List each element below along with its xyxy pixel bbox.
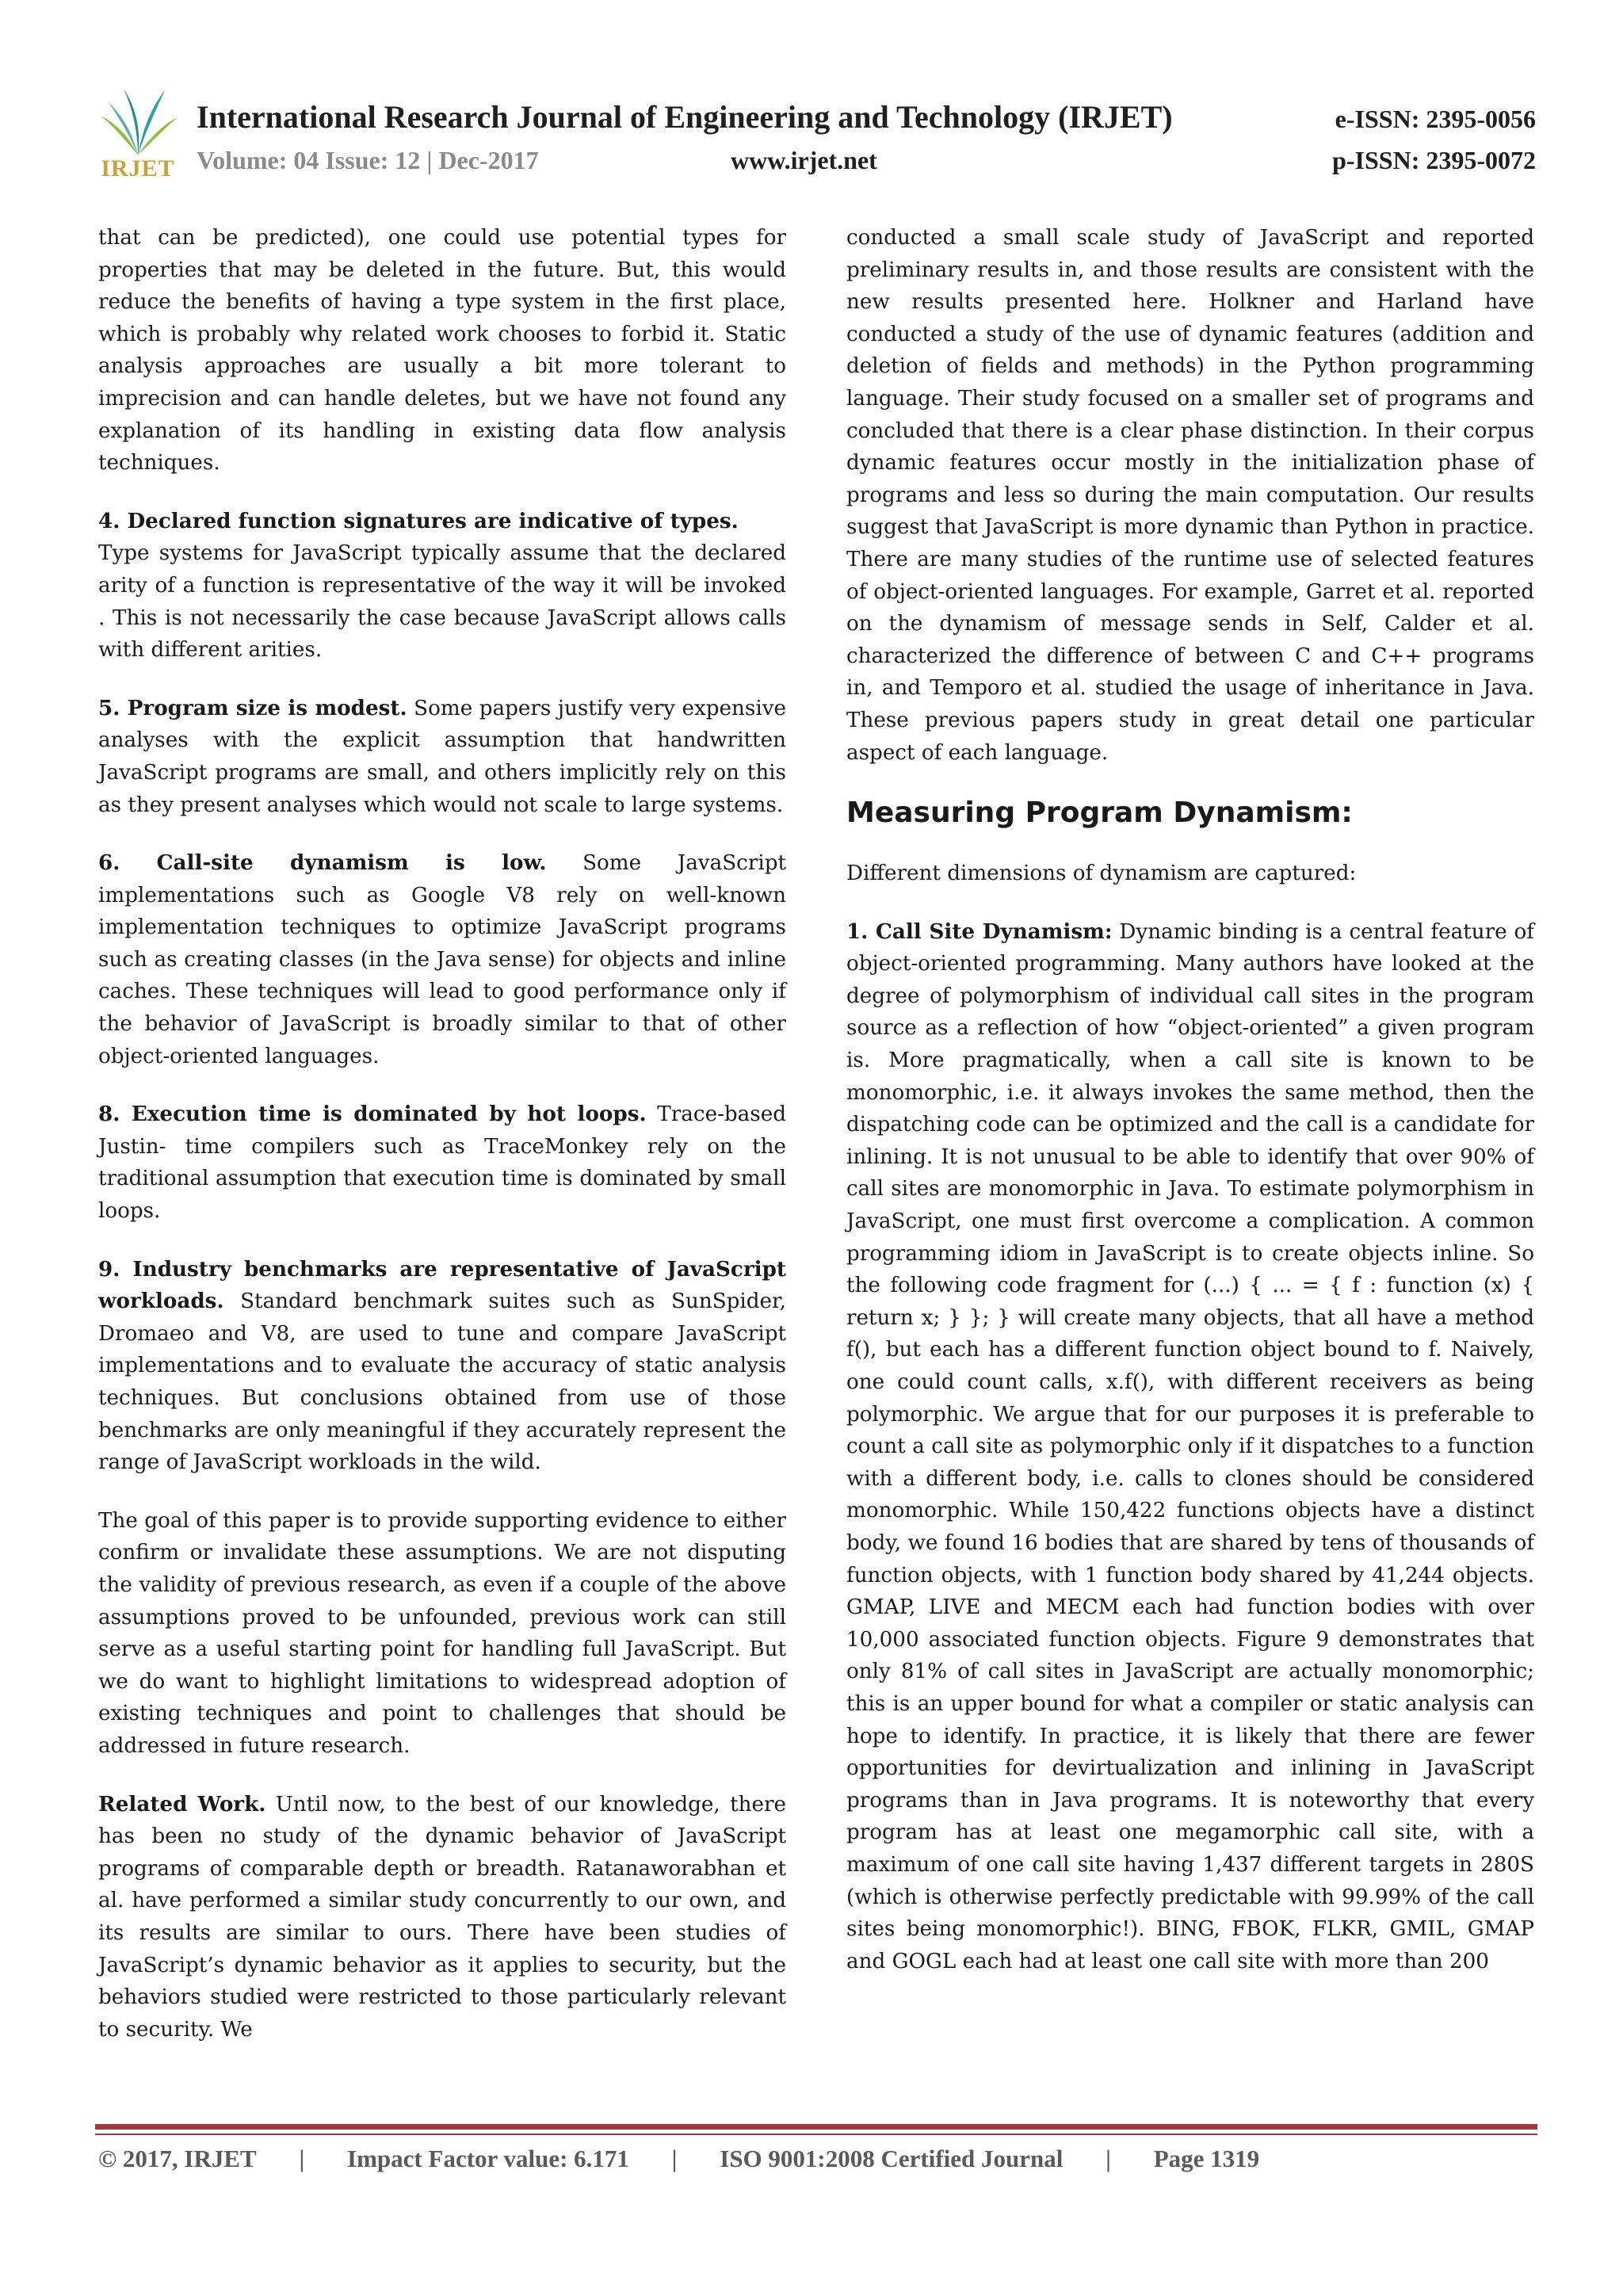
e-issn: e-ISSN: 2395-0056	[1335, 105, 1536, 133]
intro-paragraph: Different dimensions of dynamism are captured:	[846, 861, 1357, 886]
goal-paragraph: The goal of this paper is to provide supporting evidence to either confirm or invalidate these assumptions. We are not disputing the validity of previous research, as even if a couple of the above assumptions proved to be unfounded, previous work can still serve as a useful starting point for handling full JavaScript. But we do want to highlight limitations to widespread adoption of existing techniques and point to challenges that should be addressed in future research.	[98, 1508, 786, 1758]
footer-rule	[95, 2124, 1537, 2130]
page-number: Page 1319	[1153, 2145, 1260, 2172]
call-site-dynamism	[846, 916, 1534, 1978]
footer-separator: |	[1106, 2145, 1111, 2172]
left-column	[98, 222, 786, 2046]
section-heading: Measuring Program Dynamism:	[846, 797, 1353, 830]
logo-text: IRJET	[101, 155, 175, 181]
assumption-heading: 9. Industry benchmarks are representative of JavaScript workloads.	[98, 1256, 786, 1314]
journal-logo	[92, 82, 184, 185]
footer-separator: |	[671, 2145, 678, 2172]
iso-certification: ISO 9001:2008 Certified Journal	[720, 2145, 1064, 2172]
assumption-6	[98, 847, 786, 1072]
assumption-body: Some JavaScript implementations such as Google V8 rely on well-known implementation techniques to optimize JavaScript programs such as creating classes (in the Java sense) for objects and inline caches. These techniques will lead to good performance only if the behavior of JavaScript is broadly similar to that of other object-oriented languages.	[98, 851, 787, 1068]
assumption-heading: 8. Execution time is dominated by hot loops.	[98, 1102, 647, 1127]
assumption-heading: 5. Program size is modest.	[98, 695, 407, 720]
volume-info: Volume: 04 Issue: 12 | Dec-2017	[197, 146, 539, 174]
assumption-body: Type systems for JavaScript typically assume that the declared arity of a function is representative of the way it will be invoked . This is not necessarily the case because JavaScript allows calls with different arities.	[98, 541, 786, 663]
assumption-heading: 4. Declared function signatures are indicative of types.	[98, 508, 739, 533]
assumption-5	[98, 693, 786, 821]
journal-title: International Research Journal of Engineering and Technology (IRJET)	[197, 99, 1173, 135]
assumption-4	[98, 506, 786, 667]
p-issn: p-ISSN: 2395-0072	[1332, 146, 1536, 174]
related-work-body: Until now, to the best of our knowledge, there has been no study of the dynamic behavior of JavaScript programs of comparable depth or breadth. Ratanaworabhan et al. have performed a similar study concurrently to our own, and its results are similar to ours. There have been studies of JavaScript’s dynamic behavior as it applies to security, but the behaviors studied were restricted to those particularly relevant to security. We	[98, 1792, 786, 2042]
website-link[interactable]: www.irjet.net	[731, 146, 877, 174]
paragraph: conducted a small scale study of JavaScript and reported preliminary results in, and those results are consistent with the new results presented here. Holkner and Harland have conducted a study of the use of dynamic features (addition and deletion of fields and methods) in the Python programming language. Their study focused on a smaller set of programs and concluded that there is a clear phase distinction. In their corpus dynamic features occur mostly in the initialization phase of programs and less so during the main computation. Our results suggest that JavaScript is more dynamic than Python in practice. There are many studies of the runtime use of selected features of object-oriented languages. For example, Garret et al. reported on the dynamism of message sends in Self, Calder et al. characterized the difference of between C and C++ programs in, and Temporo et al. studied the usage of inheritance in Java. These previous papers study in great detail one particular aspect of each language.	[846, 226, 1534, 765]
assumption-body: Trace-based Justin- time compilers such as TraceMonkey rely on the traditional assumption that execution time is dominated by small loops.	[98, 1102, 786, 1224]
leaf-logo-icon	[92, 82, 184, 162]
right-column	[846, 222, 1534, 1977]
impact-factor: Impact Factor value: 6.171	[347, 2145, 629, 2172]
paragraph: that can be predicted), one could use potential types for properties that may be deleted in the future. But, this would reduce the benefits of having a type system in the first place, which is probably why related work chooses to forbid it. Static analysis approaches are usually a bit more tolerant to imprecision and can handle deletes, but we have not found any explanation of its handling in existing data flow analysis techniques.	[98, 226, 786, 476]
assumption-heading: 6. Call-site dynamism is low.	[98, 850, 547, 876]
assumption-body: Some papers justify very expensive analyses with the explicit assumption that handwritten JavaScript programs are small, and others implicitly rely on this as they present analyses which would not scale to large systems.	[98, 696, 786, 817]
footer-rule-thin	[95, 2134, 1537, 2135]
assumption-9	[98, 1254, 786, 1479]
footer	[98, 2145, 1259, 2173]
related-work	[98, 1789, 786, 2046]
assumption-8	[98, 1098, 786, 1227]
dimension-body: Dynamic binding is a central feature of object-oriented programming. Many authors have looked at the degree of polymorphism of individual call sites in the program source as a reflection of how “object-oriented” a given program is. More pragmatically, when a call site is known to be monomorphic, i.e. it always invokes the same method, then the dispatching code can be optimized and the call is a candidate for inlining. It is not unusual to be able to identify that over 90% of call sites are monomorphic in Java. To estimate polymorphism in JavaScript, one must first overcome a complication. A common programming idiom in JavaScript is to create objects inline. So the following code fragment for (...) { ... = { f : function (x) { return x; } }; } will create many objects, that all have a method f(), but each has a different function object bound to f. Naively, one could count calls, x.f(), with different receivers as being polymorphic. We argue that for our purposes it is preferable to count a call site as polymorphic only if it dispatches to a function with a different body, i.e. calls to clones should be considered monomorphic. While 150,422 functions objects have a distinct body, we found 16 bodies that are shared by tens of thousands of function objects, with 1 function body shared by 41,244 objects. GMAP, LIVE and MECM each had function bodies with over 10,000 associated function objects. Figure 9 demonstrates that only 81% of call sites in JavaScript are actually monomorphic; this is an upper bound for what a compiler or static analysis can hope to identify. In practice, it is likely that there are fewer opportunities for devirtualization and inlining in JavaScript programs than in Java programs. It is noteworthy that every program has at least one megamorphic call site, with a maximum of one call site having 1,437 different targets in 280S (which is otherwise perfectly predictable with 99.99% of the call sites being monomorphic!). BING, FBOK, FLKR, GMIL, GMAP and GOGL each had at least one call site with more than 200	[846, 919, 1535, 1973]
dimension-heading: 1. Call Site Dynamism:	[846, 919, 1113, 944]
copyright: © 2017, IRJET	[98, 2145, 257, 2172]
assumption-body: Standard benchmark suites such as SunSpider, Dromaeo and V8, are used to tune and compare JavaScript implementations and to evaluate the accuracy of static analysis techniques. But conclusions obtained from use of those benchmarks are only meaningful if they accurately represent the range of JavaScript workloads in the wild.	[98, 1289, 786, 1475]
related-work-heading: Related Work.	[98, 1791, 266, 1817]
footer-separator: |	[299, 2145, 305, 2172]
